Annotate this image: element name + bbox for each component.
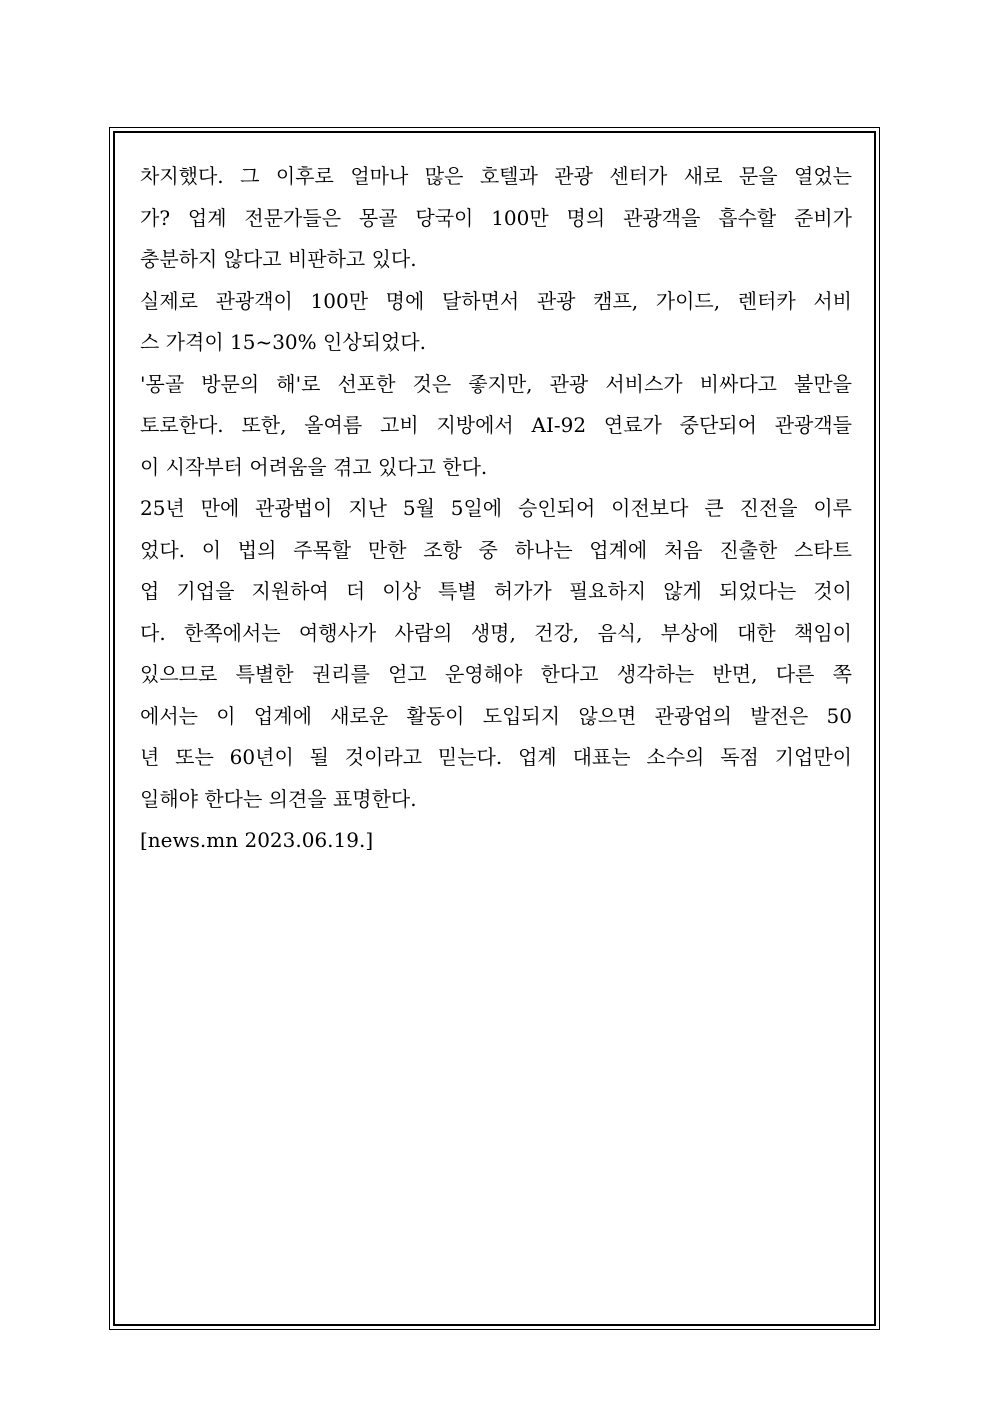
source-citation: [news.mn 2023.06.19.] (140, 828, 374, 852)
text-line: 일해야 한다는 의견을 표명한다. (140, 786, 417, 811)
paragraph-1 (140, 156, 852, 281)
text-line: 년 또는 60년이 될 것이라고 믿는다. 업계 대표는 소수의 독점 기업만이 (140, 745, 852, 769)
text-line: 충분하지 않다고 비판하고 있다. (140, 247, 417, 271)
text-line: 25년 만에 관광법이 지난 5월 5일에 승인되어 이전보다 큰 진전을 이루 (140, 496, 852, 520)
article-body (140, 156, 852, 862)
text-line: 있으므로 특별한 권리를 얻고 운영해야 한다고 생각하는 반면, 다른 쪽 (140, 662, 852, 686)
text-line: 에서는 이 업계에 새로운 활동이 도입되지 않으면 관광업의 발전은 50 (140, 703, 852, 728)
text-line: 업 기업을 지원하여 더 이상 특별 허가가 필요하지 않게 되었다는 것이 (140, 579, 852, 603)
text-line: 이 시작부터 어려움을 겪고 있다고 한다. (140, 454, 488, 479)
text-line: 었다. 이 법의 주목할 만한 조항 중 하나는 업계에 처음 진출한 스타트 (140, 537, 852, 562)
text-line: 토로한다. 또한, 올여름 고비 지방에서 AI-92 연료가 중단되어 관광객들 (140, 413, 852, 437)
text-line: 가? 업계 전문가들은 몽골 당국이 100만 명의 관광객을 흡수할 준비가 (140, 205, 852, 230)
paragraph-2 (140, 281, 852, 364)
text-line: 실제로 관광객이 100만 명에 달하면서 관광 캠프, 가이드, 렌터카 서비 (140, 288, 852, 313)
text-line: 스 가격이 15~30% 인상되었다. (140, 330, 426, 354)
text-line: '몽골 방문의 해'로 선포한 것은 좋지만, 관광 서비스가 비싸다고 불만을 (140, 371, 852, 396)
paragraph-4 (140, 488, 852, 820)
paragraph-3 (140, 364, 852, 489)
text-line: 다. 한쪽에서는 여행사가 사람의 생명, 건강, 음식, 부상에 대한 책임이 (140, 620, 852, 645)
text-line: 차지했다. 그 이후로 얼마나 많은 호텔과 관광 센터가 새로 문을 열었는 (140, 164, 852, 188)
